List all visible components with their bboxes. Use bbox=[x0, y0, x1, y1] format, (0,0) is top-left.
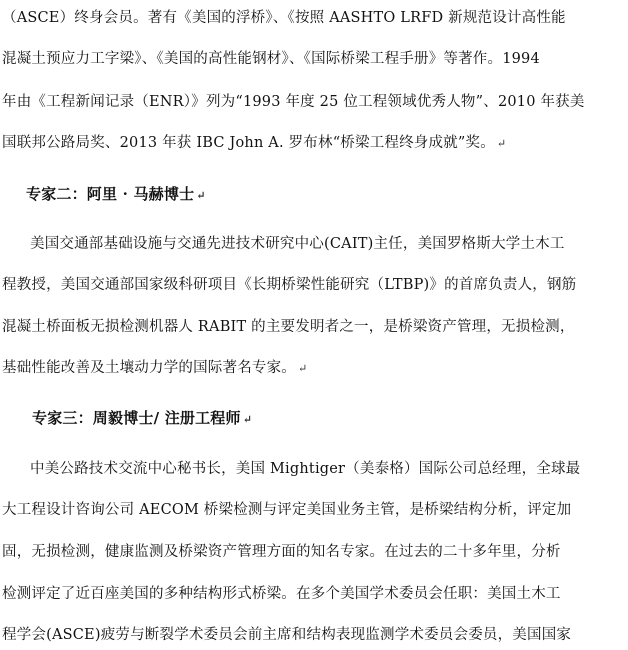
heading-text: 专家二：阿里 · 马赫博士 bbox=[26, 185, 195, 203]
line-text: （ASCE）终身会员。著有《美国的浮桥》、《按照 AASHTO LRFD 新规范设计高性能 bbox=[2, 10, 566, 26]
text-line bbox=[30, 455, 626, 483]
text-line bbox=[2, 621, 626, 649]
text-line bbox=[2, 4, 626, 32]
text-line bbox=[2, 496, 626, 524]
paragraph-mark-icon: ↵ bbox=[242, 413, 253, 426]
text-line bbox=[2, 354, 626, 382]
line-text: 程教授，美国交通部国家级科研项目《长期桥梁性能研究（LTBP)》的首席负责人，钢筋 bbox=[2, 277, 577, 293]
section-heading bbox=[26, 180, 626, 208]
text-line bbox=[2, 88, 626, 116]
line-text: 年由《工程新闻记录（ENR）》列为“1993 年度 25 位工程领域优秀人物”、2010 年获美 bbox=[2, 94, 585, 110]
line-text: 国联邦公路局奖、2013 年获 IBC John A. 罗布林“桥梁工程终身成就”奖。 bbox=[2, 135, 495, 151]
paragraph-mark-icon: ↵ bbox=[196, 189, 206, 202]
line-text: 混凝土预应力工字梁》、《美国的高性能钢材》、《国际桥梁工程手册》等著作。1994 bbox=[2, 51, 540, 67]
text-line bbox=[2, 538, 626, 566]
text-line bbox=[30, 230, 626, 258]
line-text: 大工程设计咨询公司 AECOM 桥梁检测与评定美国业务主管，是桥梁结构分析，评定加 bbox=[2, 502, 572, 518]
line-text: 美国交通部基础设施与交通先进技术研究中心(CAIT)主任，美国罗格斯大学土木工 bbox=[30, 236, 565, 252]
line-text: 检测评定了近百座美国的多种结构形式桥梁。在多个美国学术委员会任职：美国土木工 bbox=[2, 586, 561, 602]
text-line bbox=[2, 271, 626, 299]
line-text: 固，无损检测，健康监测及桥梁资产管理方面的知名专家。在过去的二十多年里，分析 bbox=[2, 544, 561, 560]
line-text: 混凝土桥面板无损检测机器人 RABIT 的主要发明者之一，是桥梁资产管理，无损检测， bbox=[2, 319, 575, 335]
heading-text: 专家三：周毅博士/ 注册工程师 bbox=[32, 409, 241, 427]
line-text: 基础性能改善及土壤动力学的国际著名专家。 bbox=[2, 360, 296, 376]
text-line bbox=[2, 313, 626, 341]
paragraph-mark-icon: ↵ bbox=[298, 362, 308, 375]
line-text: 中美公路技术交流中心秘书长，美国 Mightiger（美泰格）国际公司总经理，全球最 bbox=[30, 461, 581, 477]
line-text: 程学会(ASCE)疲劳与断裂学术委员会前主席和结构表现监测学术委员会委员，美国国家 bbox=[2, 627, 572, 643]
text-line bbox=[2, 580, 626, 608]
text-line bbox=[2, 45, 626, 73]
text-line bbox=[2, 129, 626, 157]
paragraph-mark-icon: ↵ bbox=[496, 137, 507, 150]
section-heading bbox=[32, 404, 626, 432]
